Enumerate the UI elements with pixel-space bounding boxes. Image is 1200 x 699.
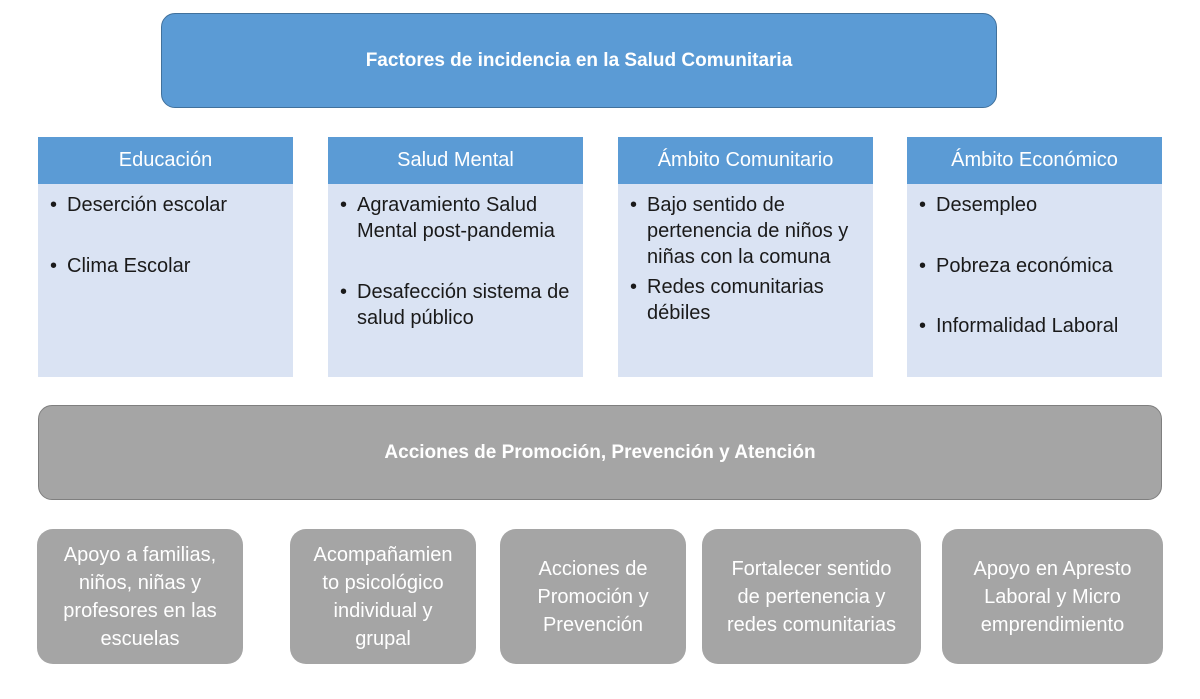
category-items: [328, 184, 583, 331]
action-box-family-support: Apoyo a familias, niños, niñas y profesores en las escuelas: [37, 529, 243, 664]
category-title: Salud Mental: [328, 137, 583, 184]
actions-title-box: [38, 405, 1162, 500]
list-item: • Redes comunitarias débiles: [630, 274, 865, 326]
category-education: [38, 137, 293, 377]
list-item: • Desempleo: [919, 192, 1154, 218]
factors-title-box: [161, 13, 997, 108]
category-title: Ámbito Comunitario: [618, 137, 873, 184]
category-title: Educación: [38, 137, 293, 184]
action-box-promotion-prevention: Acciones de Promoción y Prevención: [500, 529, 686, 664]
category-economic: [907, 137, 1162, 377]
actions-title: Acciones de Promoción, Prevención y Atención: [384, 441, 816, 463]
list-item: • Pobreza económica: [919, 253, 1154, 279]
action-box-psychological-support: Acompañamien to psicológico individual y grupal: [290, 529, 476, 664]
category-items: [38, 184, 293, 279]
category-community: [618, 137, 873, 377]
list-item: • Desafección sistema de salud público: [340, 279, 575, 331]
list-item: • Deserción escolar: [50, 192, 285, 218]
category-mental-health: [328, 137, 583, 377]
list-item: • Bajo sentido de pertenencia de niños y niñas con la comuna: [630, 192, 865, 270]
category-title: Ámbito Económico: [907, 137, 1162, 184]
category-items: [907, 184, 1162, 339]
list-item: • Clima Escolar: [50, 253, 285, 279]
category-items: [618, 184, 873, 326]
action-box-labor-support: Apoyo en Apresto Laboral y Micro emprendimiento: [942, 529, 1163, 664]
list-item: • Informalidad Laboral: [919, 313, 1154, 339]
action-box-belonging-networks: Fortalecer sentido de pertenencia y redes comunitarias: [702, 529, 921, 664]
list-item: • Agravamiento Salud Mental post-pandemia: [340, 192, 575, 244]
factors-title: Factores de incidencia en la Salud Comunitaria: [365, 49, 793, 71]
